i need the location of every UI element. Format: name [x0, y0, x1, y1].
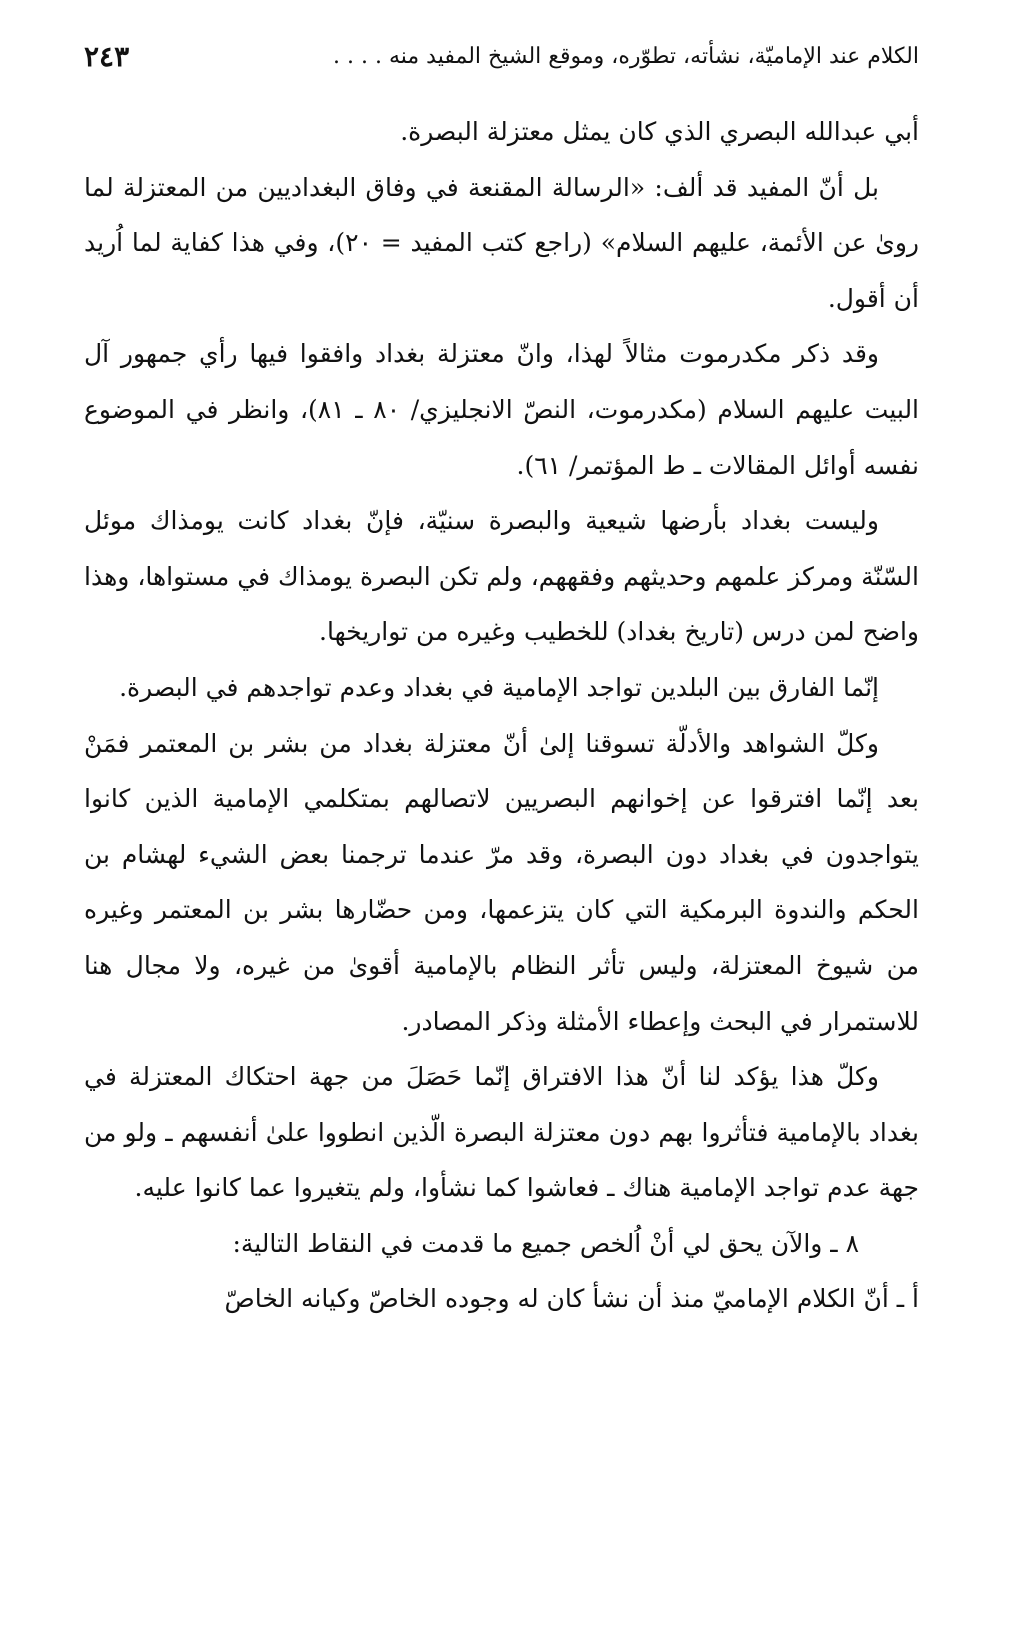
paragraph-2: بل أنّ المفيد قد ألف: «الرسالة المقنعة في وفاق البغداديين من المعتزلة لما روىٰ عن الأئمة، عليهم السلام» (راجع كتب المفيد = ٢٠)، وفي هذا كفاية لما اُريد أن أقول.: [84, 172, 919, 313]
paragraph-4: وليست بغداد بأرضها شيعية والبصرة سنيّة، فإنّ بغداد كانت يومذاك موئل السّنّة ومركز علمهم وحديثهم وفقههم، ولم تكن البصرة يومذاك في مستواها، وهذا واضح لمن درس (تاريخ بغداد) للخطيب وغيره من تواريخها.: [84, 506, 919, 647]
page-body: [84, 104, 919, 1327]
paragraph-5: إنّما الفارق بين البلدين تواجد الإمامية في بغداد وعدم تواجدهم في البصرة.: [119, 672, 879, 702]
paragraph-7: وكلّ هذا يؤكد لنا أنّ هذا الافتراق إنّما حَصَلَ من جهة احتكاك المعتزلة في بغداد بالإمامية فتأثروا بهم دون معتزلة البصرة الّذين انطووا علىٰ أنفسهم ـ ولو من جهة عدم تواجد الإمامية هناك ـ فعاشوا كما نشأوا، ولم يتغيروا عما كانوا عليه.: [84, 1062, 919, 1203]
paragraph-8: ٨ ـ والآن يحق لي أنْ اُلخص جميع ما قدمت في النقاط التالية:: [232, 1228, 859, 1258]
running-header: [84, 40, 919, 86]
paragraph-1: أبي عبدالله البصري الذي كان يمثل معتزلة البصرة.: [400, 117, 919, 146]
page-number: ٢٤٣: [84, 40, 130, 73]
paragraph-9: أ ـ أنّ الكلام الإماميّ منذ أن نشأ كان له وجوده الخاصّ وكيانه الخاصّ: [224, 1284, 919, 1314]
header-title: الكلام عند الإماميّة، نشأته، تطوّره، وموقع الشيخ المفيد منه . . . .: [333, 44, 919, 69]
paragraph-3: وقد ذكر مكدرموت مثالاً لهذا، وانّ معتزلة بغداد وافقوا فيها رأي جمهور آل البيت عليهم السلام (مكدرموت، النصّ الانجليزي/ ٨٠ ـ ٨١)، وانظر في الموضوع نفسه أوائل المقالات ـ ط المؤتمر/ ٦١).: [84, 339, 920, 480]
paragraph-6: وكلّ الشواهد والأدلّة تسوقنا إلىٰ أنّ معتزلة بغداد من بشر بن المعتمر فمَنْ بعد إنّما افترقوا عن إخوانهم البصريين لاتصالهم بمتكلمي الإمامية الذين كانوا يتواجدون في بغداد دون البصرة، وقد مرّ عندما ترجمنا بعض الشيء لهشام بن الحكم والندوة البرمكية التي كان يتزعمها، ومن حضّارها بشر بن المعتمر وغيره من شيوخ المعتزلة، وليس تأثر النظام بالإمامية أقوىٰ من غيره، ولا مجال هنا للاستمرار في البحث وإعطاء الأمثلة وذكر المصادر.: [84, 728, 919, 1036]
